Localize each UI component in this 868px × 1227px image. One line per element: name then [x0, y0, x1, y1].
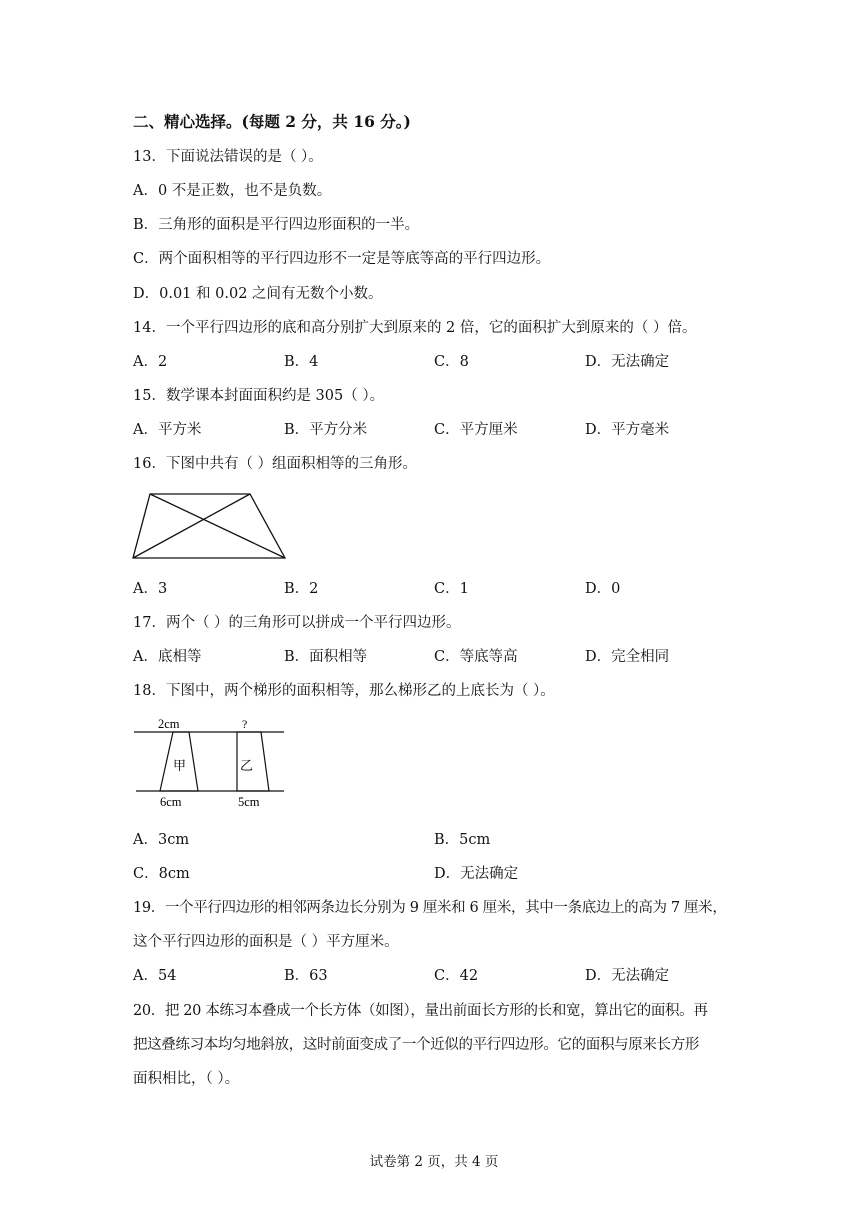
label-top-right: ?: [242, 717, 248, 731]
question-20-stem-line3: 面积相比，（ ）。: [133, 1071, 240, 1087]
label-yi: 乙: [240, 759, 254, 774]
question-18-stem: 18．下图中，两个梯形的面积相等，那么梯形乙的上底长为（ ）。: [133, 683, 555, 699]
label-top-left: 2cm: [158, 717, 180, 731]
question-16-stem: 16．下图中共有（ ）组面积相等的三角形。: [133, 456, 418, 472]
question-18-option-b: B．5cm: [434, 832, 491, 848]
question-14-option-d: D．无法确定: [585, 354, 670, 370]
question-19-option-a: A．54: [133, 968, 177, 984]
question-17-option-b: B．面积相等: [284, 649, 368, 665]
question-19-option-b: B．63: [284, 968, 328, 984]
question-16-option-b: B．2: [284, 581, 319, 597]
question-20-stem-line2: 把这叠练习本均匀地斜放，这时前面变成了一个近似的平行四边形。它的面积与原来长方形: [133, 1037, 699, 1053]
label-bottom-right: 5cm: [238, 795, 260, 809]
question-15-option-b: B．平方分米: [284, 422, 368, 438]
question-19-option-d: D．无法确定: [585, 968, 670, 984]
question-18-option-a: A．3cm: [133, 832, 190, 848]
trapezoid-outline: [133, 494, 285, 558]
question-17-option-c: C．等底等高: [434, 649, 518, 665]
question-17-stem: 17．两个（ ）的三角形可以拼成一个平行四边形。: [133, 615, 461, 631]
diagonal-left: [150, 494, 285, 558]
question-18-option-c: C．8cm: [133, 866, 190, 882]
question-20-stem-line1: 20．把 20 本练习本叠成一个长方体（如图），量出前面长方形的长和宽，算出它的面积。再: [133, 1003, 708, 1019]
diagonal-right: [133, 494, 250, 558]
question-14-option-a: A．2: [133, 354, 168, 370]
question-16-option-c: C．1: [434, 581, 469, 597]
question-17-option-a: A．底相等: [133, 649, 202, 665]
question-16-option-a: A．3: [133, 581, 168, 597]
question-13-option-b: B．三角形的面积是平行四边形面积的一半。: [133, 217, 420, 233]
question-19-option-c: C．42: [434, 968, 479, 984]
question-13-stem: 13．下面说法错误的是（ ）。: [133, 149, 323, 165]
section-heading: 二、精心选择。(每题 2 分，共 16 分。): [133, 112, 411, 131]
question-14-option-b: B．4: [284, 354, 319, 370]
label-jia: 甲: [173, 759, 187, 774]
label-bottom-left: 6cm: [160, 795, 182, 809]
question-18-option-d: D．无法确定: [434, 866, 519, 882]
question-13-option-d: D．0.01 和 0.02 之间有无数个小数。: [133, 286, 383, 302]
question-15-option-a: A．平方米: [133, 422, 202, 438]
question-13-option-c: C．两个面积相等的平行四边形不一定是等底等高的平行四边形。: [133, 251, 551, 267]
question-14-option-c: C．8: [434, 354, 469, 370]
question-14-stem: 14．一个平行四边形的底和高分别扩大到原来的 2 倍，它的面积扩大到原来的（ ）倍。: [133, 320, 697, 336]
question-15-stem: 15．数学课本封面面积约是 305（ ）。: [133, 388, 385, 404]
two-trapezoids-figure: [132, 712, 290, 810]
question-16-option-d: D．0: [585, 581, 621, 597]
question-15-option-c: C．平方厘米: [434, 422, 518, 438]
question-19-stem-line1: 19．一个平行四边形的相邻两条边长分别为 9 厘米和 6 厘米，其中一条底边上的高为 7 厘米，: [133, 900, 727, 916]
trapezoid-diagonals-figure: [130, 490, 290, 562]
question-15-option-d: D．平方毫米: [585, 422, 670, 438]
question-19-stem-line2: 这个平行四边形的面积是（ ）平方厘米。: [133, 934, 399, 950]
question-13-option-a: A．0 不是正数，也不是负数。: [133, 183, 332, 199]
page-footer: 试卷第 2 页，共 4 页: [369, 1154, 499, 1170]
question-17-option-d: D．完全相同: [585, 649, 670, 665]
